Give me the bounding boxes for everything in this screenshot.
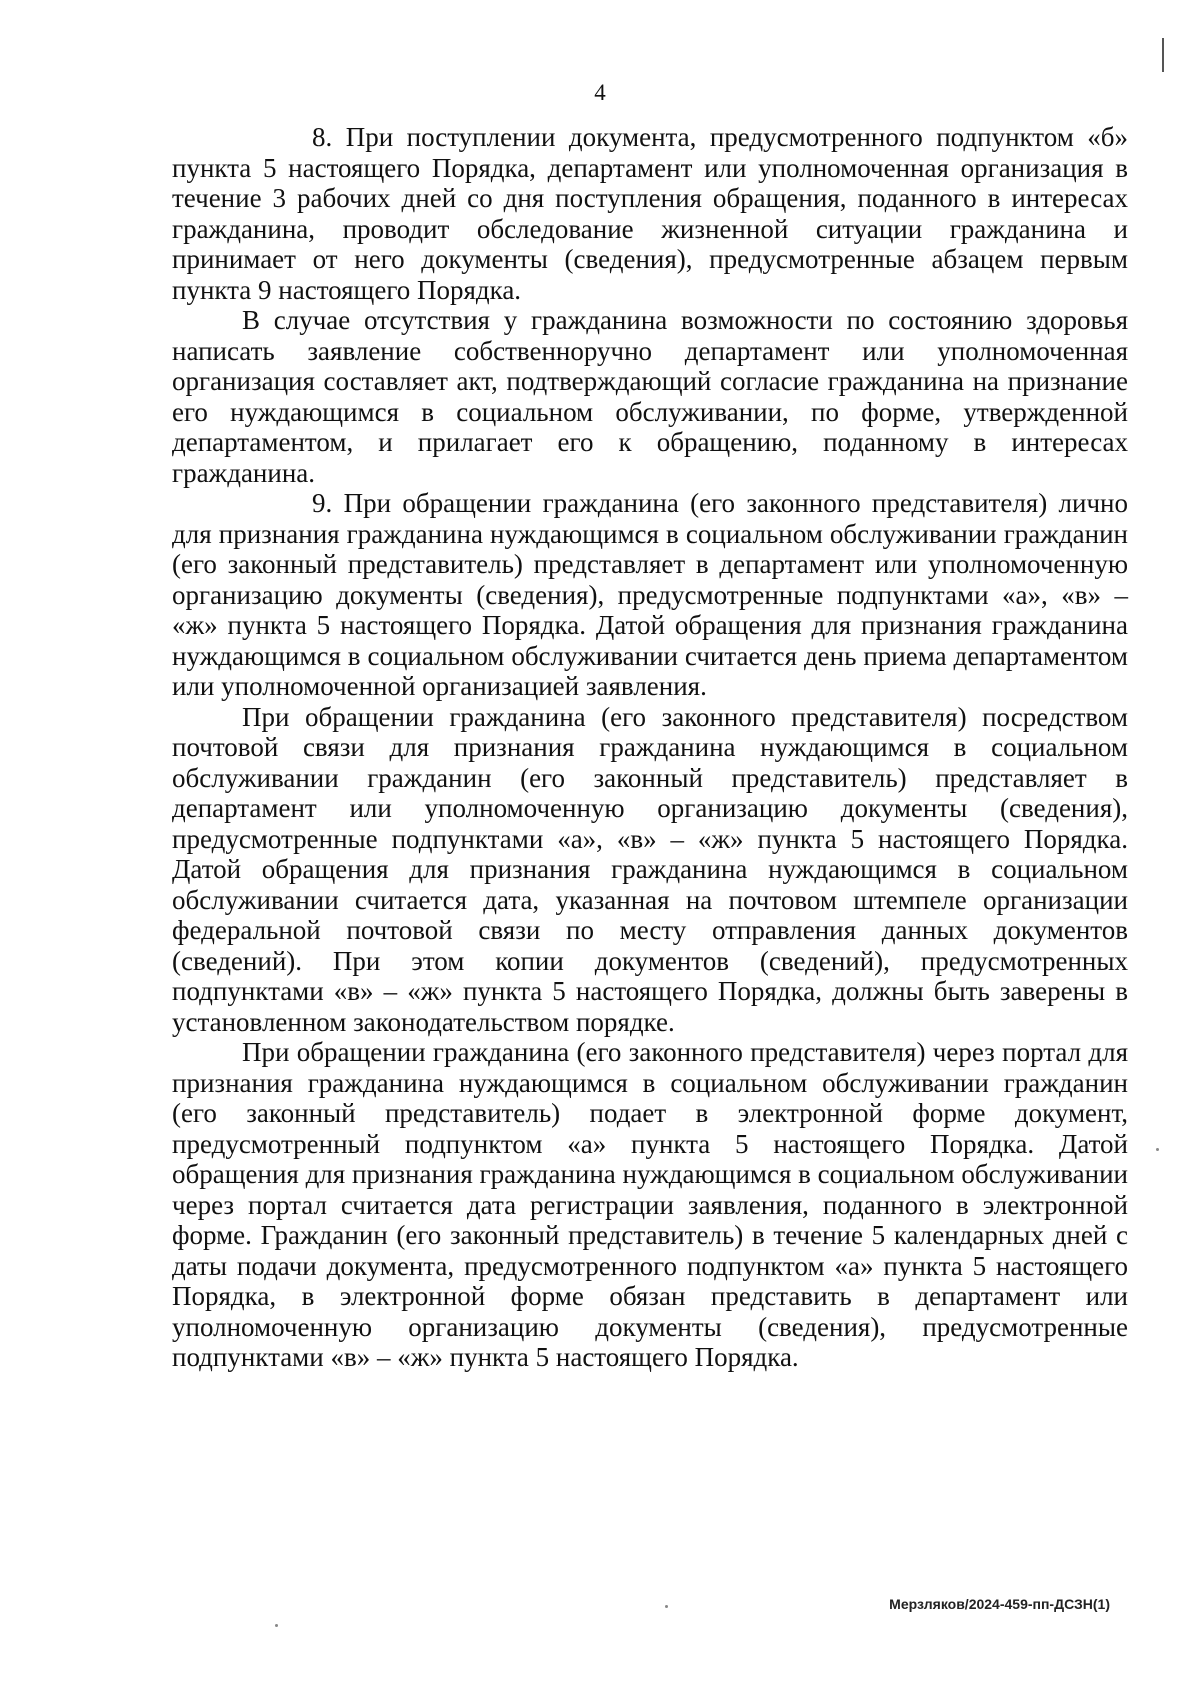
paragraph-9	[172, 488, 1128, 702]
scan-dot	[665, 1605, 668, 1608]
paragraph-text: При обращении гражданина (его законного представителя) через портал для признания гражданина нуждающимся в социальном обслуживании гражданин (его законный представитель) подает в электронной форме документ, предусмотренный подпунктом «а» пункта 5 настоящего Порядка. Датой обращения для признания гражданина нуждающимся в социальном обслуживании через портал считается дата регистрации заявления, поданного в электронной форме. Гражданин (его законный представитель) в течение 5 календарных дней с даты подачи документа, предусмотренного подпунктом «а» пункта 5 настоящего Порядка, в электронной форме обязан представить в департамент или уполномоченную организацию документы (сведения), предусмотренные подпунктами «в» – «ж» пункта 5 настоящего Порядка.	[172, 1037, 1128, 1372]
paragraph-text: При обращении гражданина (его законного представителя) посредством почтовой связи для признания гражданина нуждающимся в социальном обслуживании гражданин (его законный представитель) представляет в департамент или уполномоченную организацию документы (сведения), предусмотренные подпунктами «а», «в» – «ж» пункта 5 настоящего Порядка. Датой обращения для признания гражданина нуждающимся в социальном обслуживании считается дата, указанная на почтовом штемпеле организации федеральной почтовой связи по месту отправления данных документов (сведений). При этом копии документов (сведений), предусмотренных подпунктами «в» – «ж» пункта 5 настоящего Порядка, должны быть заверены в установленном законодательством порядке.	[172, 701, 1128, 1037]
paragraph-text: В случае отсутствия у гражданина возможности по состоянию здоровья написать заявление собственноручно департамент или уполномоченная организация составляет акт, подтверждающий согласие гражданина на признание его нуждающимся в социальном обслуживании, по форме, утвержденной департаментом, и прилагает его к обращению, поданному в интересах гражданина.	[172, 305, 1128, 488]
paragraph-number: 8.	[312, 122, 333, 152]
paragraph-text: При поступлении документа, предусмотренного подпунктом «б» пункта 5 настоящего Порядка, департамент или уполномоченная организация в течение 3 рабочих дней со дня поступления обращения, поданного в интересах гражданина, проводит обследование жизненной ситуации гражданина и принимает от него документы (сведения), предусмотренные абзацем первым пункта 9 настоящего Порядка.	[172, 122, 1129, 305]
paragraph-postal	[172, 702, 1128, 1038]
scan-dot	[1156, 1148, 1159, 1151]
paragraph-number: 9.	[312, 488, 333, 518]
footer-code: Мерзляков/2024-459-пп-ДСЗН(1)	[889, 1596, 1110, 1612]
paragraph-8-continuation	[172, 305, 1128, 488]
scan-dot	[275, 1624, 278, 1627]
paragraph-8	[172, 122, 1128, 305]
paragraph-portal	[172, 1037, 1128, 1373]
scan-mark	[1162, 38, 1164, 72]
page-number: 4	[594, 80, 606, 105]
document-body	[172, 122, 1128, 1373]
paragraph-text: При обращении гражданина (его законного представителя) лично для признания гражданина нуждающимся в социальном обслуживании гражданин (его законный представитель) представляет в департамент или уполномоченную организацию документы (сведения), предусмотренные подпунктами «а», «в» – «ж» пункта 5 настоящего Порядка. Датой обращения для признания гражданина нуждающимся в социальном обслуживании считается день приема департаментом или уполномоченной организацией заявления.	[172, 488, 1128, 701]
